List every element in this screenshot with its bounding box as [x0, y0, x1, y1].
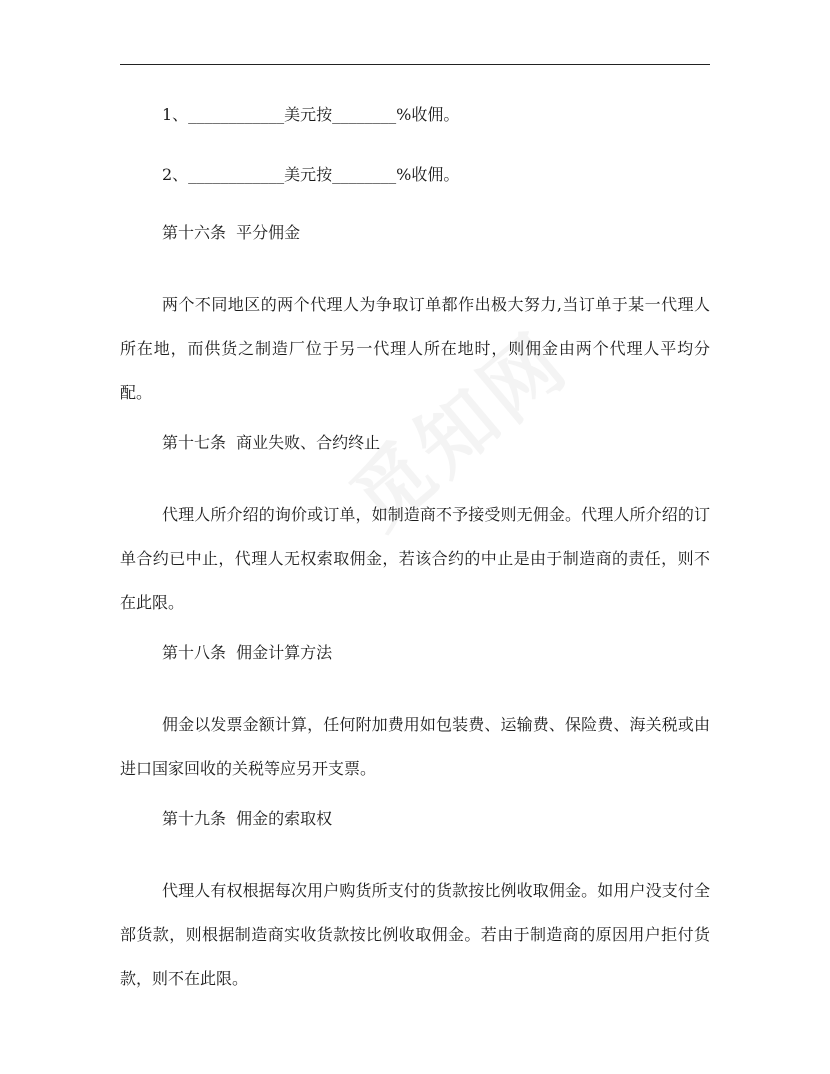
article-17-heading: 第十七条 商业失败、合约终止 — [162, 433, 381, 452]
commission-item-1: 1、____________美元按________%收佣。 — [162, 105, 460, 124]
document-body — [120, 95, 710, 1001]
article-19-body: 代理人有权根据每次用户购货所支付的货款按比例收取佣金。如用户没支付全部货款，则根据制造商实收货款按比例收取佣金。若由于制造商的原因用户拒付货款，则不在此限。 — [120, 881, 710, 988]
article-18-heading: 第十八条 佣金计算方法 — [162, 643, 333, 662]
article-16-body: 两个不同地区的两个代理人为争取订单都作出极大努力,当订单于某一代理人所在地，而供货之制造厂位于另一代理人所在地时，则佣金由两个代理人平均分配。 — [120, 295, 710, 402]
article-16-heading: 第十六条 平分佣金 — [162, 223, 301, 242]
article-17-body: 代理人所介绍的询价或订单，如制造商不予接受则无佣金。代理人所介绍的订单合约已中止，代理人无权索取佣金，若该合约的中止是由于制造商的责任，则不在此限。 — [120, 505, 710, 612]
article-18-body: 佣金以发票金额计算，任何附加费用如包装费、运输费、保险费、海关税或由进口国家回收的关税等应另开支票。 — [120, 715, 710, 778]
commission-item-2: 2、____________美元按________%收佣。 — [162, 165, 460, 184]
header-rule — [120, 64, 710, 65]
article-19-heading: 第十九条 佣金的索取权 — [162, 809, 333, 828]
